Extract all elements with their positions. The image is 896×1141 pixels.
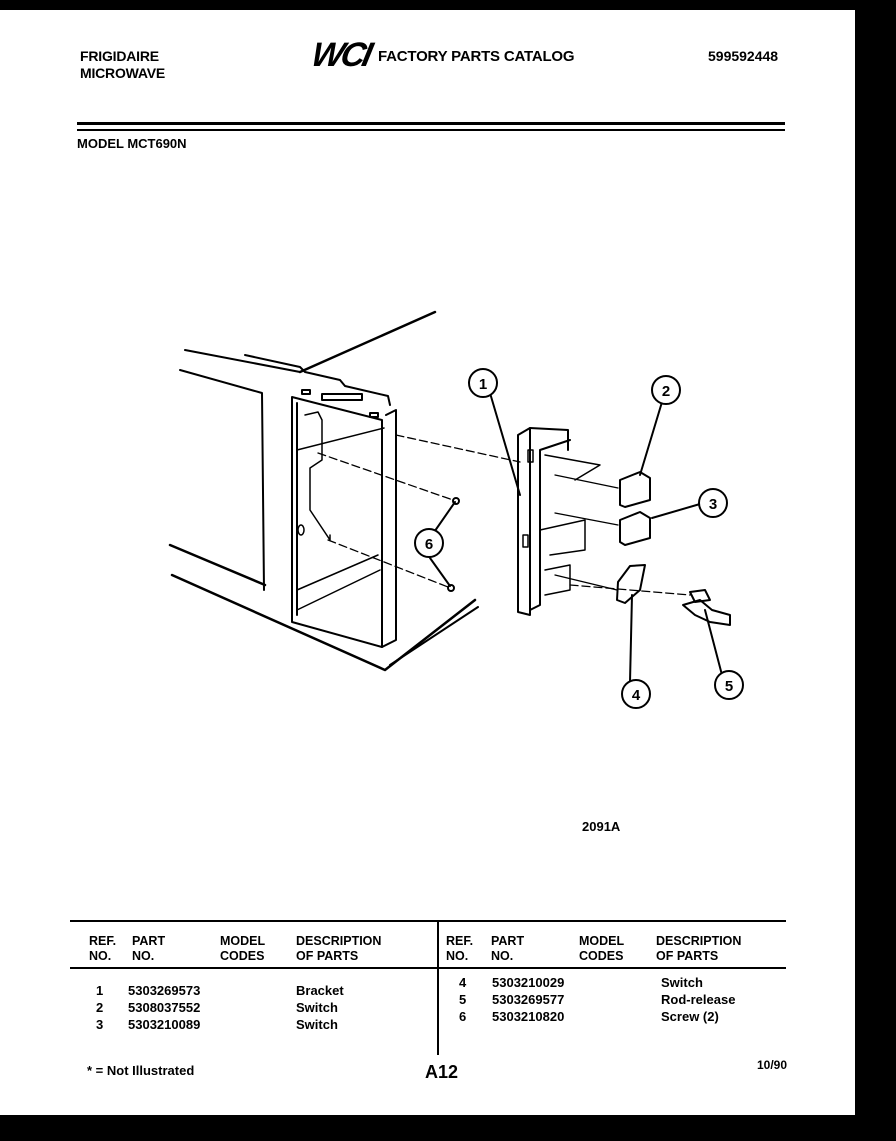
revision-date: 10/90 <box>757 1058 788 1072</box>
header-description: DESCRIPTION OF PARTS <box>296 934 382 963</box>
brand-block <box>80 48 165 82</box>
callout-4 <box>622 680 650 708</box>
callout-3 <box>699 489 727 517</box>
table-header-rule <box>70 967 786 969</box>
exploded-parts-diagram <box>160 295 800 715</box>
brand-name: FRIGIDAIRE <box>80 48 159 64</box>
header-ref-no-right: REF. NO. <box>446 934 474 963</box>
header-description-right: DESCRIPTION OF PARTS <box>656 934 742 963</box>
page-id: A12 <box>425 1062 459 1082</box>
header-part-no-right: PART NO. <box>491 934 525 963</box>
svg-text:2: 2 <box>661 383 671 400</box>
svg-text:5: 5 <box>724 678 734 695</box>
model-number: MODEL MCT690N <box>77 136 187 151</box>
catalog-number: 599592448 <box>708 48 779 64</box>
table-column-divider <box>437 920 439 1055</box>
callout-1 <box>469 369 497 397</box>
product-type: MICROWAVE <box>80 65 166 81</box>
figure-id: 2091A <box>582 819 621 834</box>
header-divider <box>77 122 785 125</box>
header-model-codes-right: MODEL CODES <box>579 934 625 963</box>
svg-text:4: 4 <box>631 687 641 704</box>
callout-5 <box>715 671 743 699</box>
catalog-page: FRIGIDAIRE MICROWAVE WCI FACTORY PARTS CATALOG 599592448 MODEL MCT690N 1 2 3 4 5 6 2091A REF. NO. PART NO. MODEL CODES DESCRIPTION OF PARTS REF. NO. PART NO. MODEL CODES DESCRIPTION OF PARTS 1 5303269573 Bracket 2 5308037552 Switch 3 5303210089 Switch 4 5303210029 Switch 5 5303269577 Rod-release 6 5303210820 Screw (2) * = Not Illustrated A12 10/90 <box>0 10 855 1115</box>
table-top-rule <box>70 920 786 922</box>
callout-2 <box>652 376 680 404</box>
not-illustrated-note: * = Not Illustrated <box>87 1063 195 1078</box>
svg-text:3: 3 <box>708 496 718 513</box>
header-part-no: PART NO. <box>132 934 166 963</box>
catalog-title: FACTORY PARTS CATALOG <box>378 48 575 65</box>
svg-text:6: 6 <box>424 536 434 553</box>
header-divider-thin <box>77 129 785 131</box>
header-model-codes: MODEL CODES <box>220 934 266 963</box>
callout-6 <box>415 529 443 557</box>
svg-text:1: 1 <box>478 376 488 393</box>
header-ref-no: REF. NO. <box>89 934 117 963</box>
wci-logo: WCI <box>308 36 374 74</box>
